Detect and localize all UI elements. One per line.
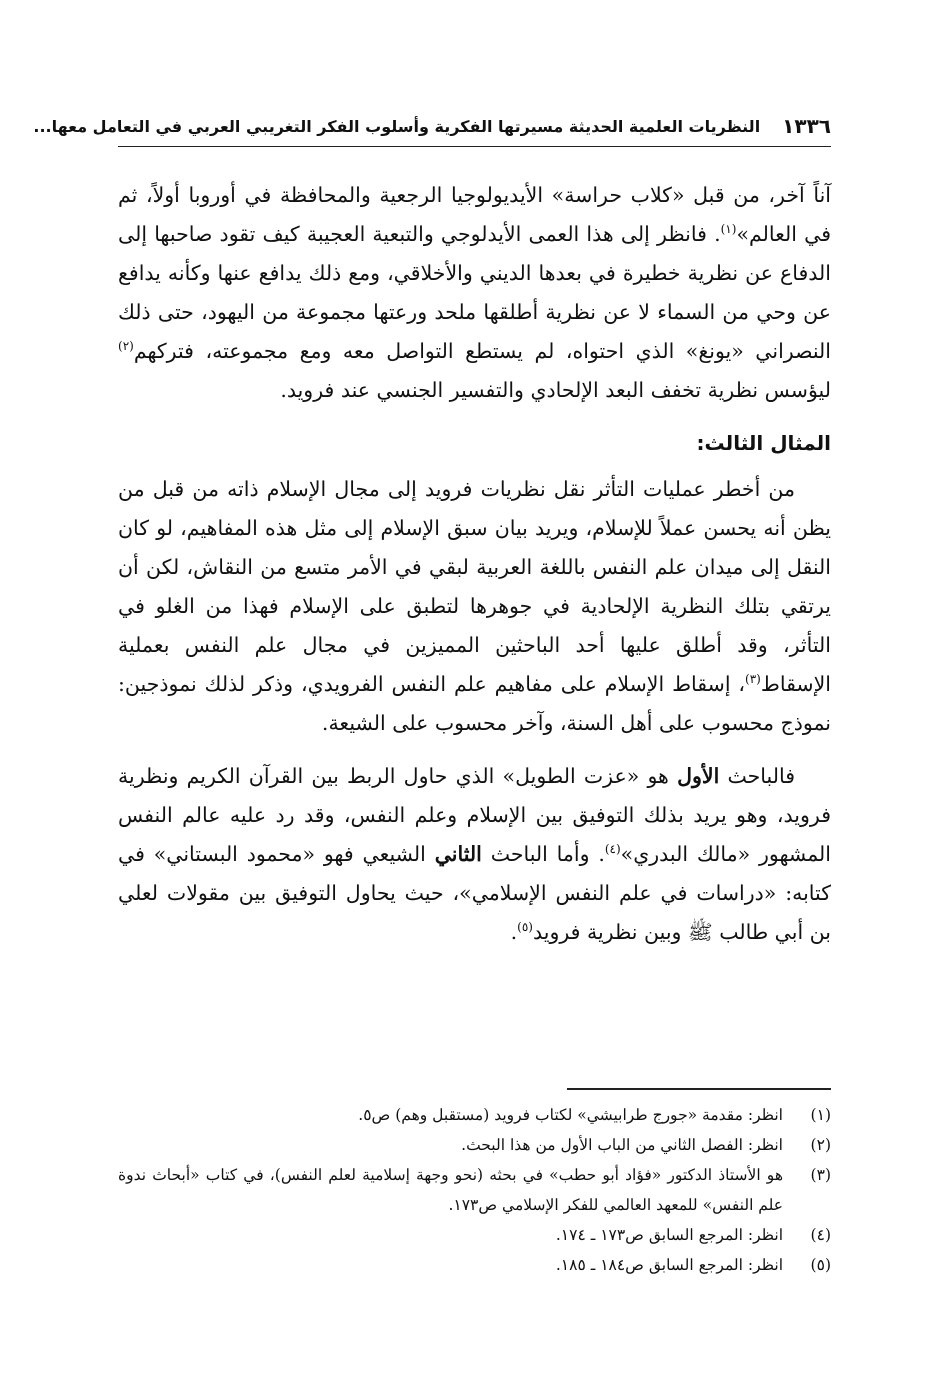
footnote-separator: [567, 1088, 831, 1090]
page-header: [33, 106, 831, 147]
paragraph-3: [118, 757, 831, 952]
footnote-number: (٣): [810, 1166, 831, 1184]
paragraph-spacer: [118, 743, 831, 757]
paragraph-3-part-1: فالباحث: [719, 764, 795, 788]
paragraph-1: [118, 176, 831, 410]
footnote-text: انظر: الفصل الثاني من الباب الأول من هذا البحث.: [461, 1136, 783, 1154]
footnote-2: [118, 1130, 831, 1160]
paragraph-3-part-2: هو «عزت الطويل» الذي حاول الربط بين القرآن الكريم ونظرية فرويد، وهو يريد بذلك التوفيق بين الإسلام وعلم النفس، وقد رد عليه عالم النفس المشهور «مالك البدري»: [118, 764, 831, 866]
footnote-ref-5[interactable]: (٥): [517, 920, 533, 935]
emphasis-first: الأول: [677, 764, 720, 788]
footnote-ref-3[interactable]: (٣): [745, 672, 761, 687]
footnote-text: انظر: مقدمة «جورج طرابيشي» لكتاب فرويد (مستقبل وهم) ص٥.: [358, 1106, 783, 1124]
paragraph-3-part-4: الشيعي فهو «محمود البستاني» في كتابه: «دراسات في علم النفس الإسلامي»، حيث يحاول التوفيق بين مقولات لعلي بن أبي طالب ﷺ وبين نظرية فرويد: [118, 842, 831, 944]
book-page: [33, 0, 831, 1385]
emphasis-second: الثاني: [434, 842, 482, 866]
footnotes: [118, 1100, 831, 1280]
footnote-1: [118, 1100, 831, 1130]
footnote-ref-4[interactable]: (٤): [604, 842, 621, 857]
footnote-3: [118, 1160, 831, 1220]
paragraph-1-part-1: آناً آخر، من قبل «كلاب حراسة» الأيديولوجيا الرجعية والمحافظة في أوروبا أولاً، ثم في العالم»: [118, 183, 831, 246]
main-text: [118, 176, 831, 952]
section-heading: المثال الثالث:: [696, 431, 831, 455]
footnote-number: (٥): [810, 1256, 831, 1274]
paragraph-2-part-2: ، إسقاط الإسلام على مفاهيم علم النفس الفرويدي، وذكر لذلك نموذجين: نموذج محسوب على أهل السنة، وآخر محسوب على الشيعة.: [118, 672, 831, 735]
footnote-text: انظر: المرجع السابق ص١٨٤ ـ ١٨٥.: [555, 1256, 783, 1274]
paragraph-1-part-2: . فانظر إلى هذا العمى الأيدلوجي والتبعية العجيبة كيف تقود صاحبها إلى الدفاع عن نظرية خطيرة في بعدها الديني والأخلاقي، ومع ذلك يدافع عنها وكأنه يدافع عن وحي من السماء لا عن نظرية أطلقها ملحد ورعتها مجموعة من اليهود، حتى ذلك النصراني «يونغ» الذي احتواه، لم يستطع التواصل معه ومع مجموعته، فتركهم: [118, 222, 831, 363]
page-number: ١٣٣٦: [782, 114, 831, 138]
footnote-text: انظر: المرجع السابق ص١٧٣ ـ ١٧٤.: [555, 1226, 783, 1244]
footnote-number: (٢): [810, 1136, 831, 1154]
running-title: النظريات العلمية الحديثة مسيرتها الفكرية وأسلوب الفكر التغريبي العربي في التعامل معها...: [33, 116, 761, 136]
footnote-ref-2[interactable]: (٢): [118, 339, 134, 354]
paragraph-3-part-3: . وأما الباحث: [481, 842, 605, 866]
footnote-4: [118, 1220, 831, 1250]
footnote-ref-1[interactable]: (١): [720, 222, 737, 237]
footnote-number: (١): [810, 1106, 831, 1124]
paragraph-2: [118, 470, 831, 743]
footnote-text: هو الأستاذ الدكتور «فؤاد أبو حطب» في بحثه (نحو وجهة إسلامية لعلم النفس)، في كتاب «أبحاث ندوة علم النفس» للمعهد العالمي للفكر الإسلامي ص١٧٣.: [118, 1166, 783, 1214]
footnote-5: [118, 1250, 831, 1280]
footnote-number: (٤): [810, 1226, 831, 1244]
paragraph-3-part-5: .: [510, 920, 518, 944]
paragraph-1-part-3: ليؤسس نظرية تخفف البعد الإلحادي والتفسير الجنسي عند فرويد.: [280, 378, 831, 402]
paragraph-2-part-1: من أخطر عمليات التأثر نقل نظريات فرويد إلى مجال الإسلام ذاته من قبل من يظن أنه يحسن عملاً للإسلام، ويريد بيان سبق الإسلام إلى مثل هذه المفاهيم، لو كان النقل إلى ميدان علم النفس باللغة العربية لبقي في الأمر متسع من النقاش، لكن أن يرتقي بتلك النظرية الإلحادية في جوهرها لتطبق على الإسلام فهذا من الغلو في التأثر، وقد أطلق عليها أحد الباحثين المميزين في مجال علم النفس بعملية الإسقاط: [118, 477, 831, 696]
